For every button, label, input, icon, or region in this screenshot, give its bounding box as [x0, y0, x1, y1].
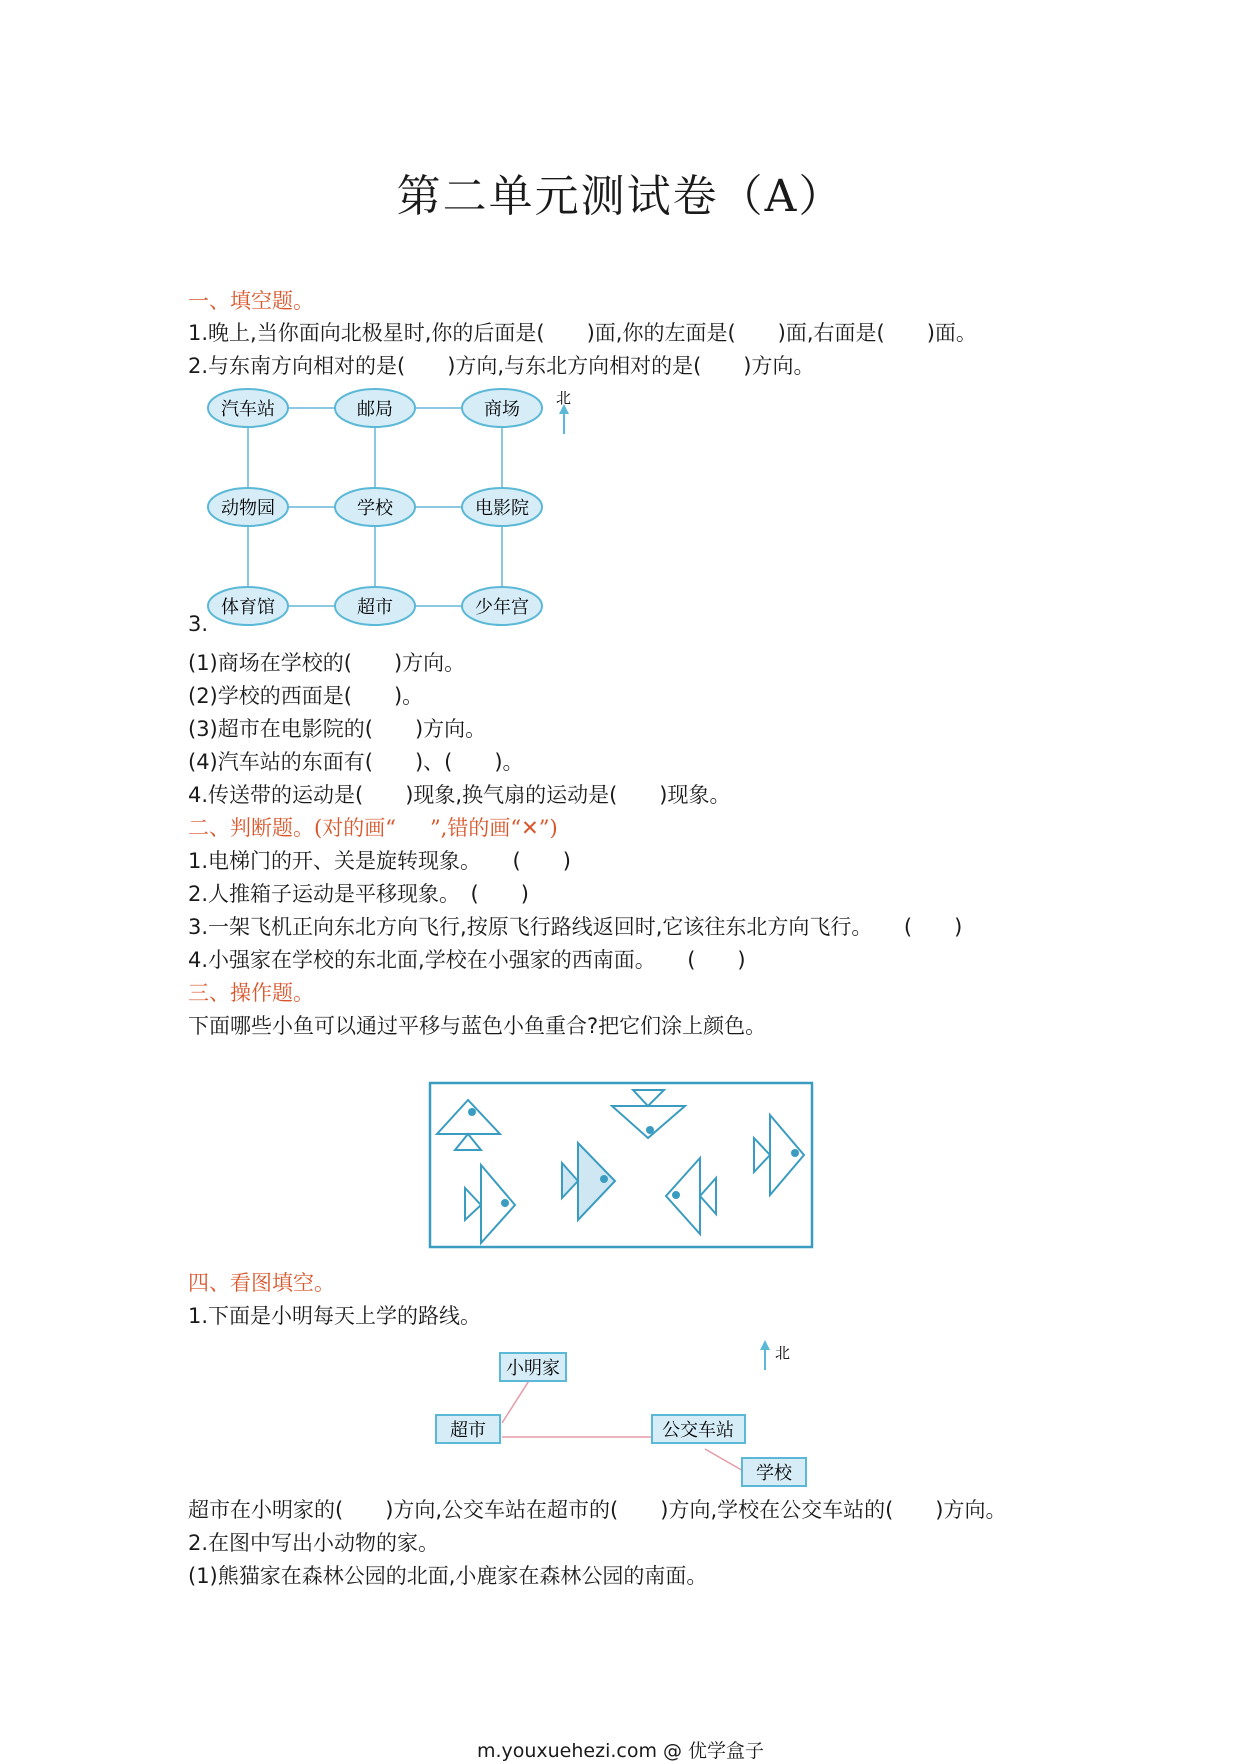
- question-4-2: 2.在图中写出小动物的家。: [188, 1531, 440, 1555]
- map1-north-label: 北: [556, 389, 572, 407]
- north-arrow-icon: [760, 1340, 770, 1370]
- section2-prefix: 二、判断题。(对的画“: [188, 816, 396, 840]
- cross-mark-icon: ✕: [521, 816, 539, 840]
- page-title: 第二单元测试卷（A）: [396, 171, 845, 222]
- question-2-2: 2.人推箱子运动是平移现象。 ( ): [188, 882, 529, 906]
- svg-text:商场: 商场: [484, 399, 520, 420]
- svg-text:学校: 学校: [357, 498, 393, 519]
- question-1-3-3: (3)超市在电影院的( )方向。: [188, 717, 487, 741]
- svg-text:小明家: 小明家: [506, 1358, 560, 1379]
- section-heading-fill-from-picture: 四、看图填空。: [188, 1271, 335, 1295]
- svg-text:少年宫: 少年宫: [475, 597, 529, 618]
- footer-watermark: m.youxuehezi.com @ 优学盒子: [476, 1740, 765, 1762]
- question-1-4: 4.传送带的运动是( )现象,换气扇的运动是( )现象。: [188, 783, 731, 807]
- question-4-1-answer: 超市在小明家的( )方向,公交车站在超市的( )方向,学校在公交车站的( )方向。: [188, 1498, 1007, 1522]
- svg-text:动物园: 动物园: [221, 498, 275, 519]
- map2-north-label: 北: [775, 1344, 791, 1362]
- question-1-3-number: 3.: [188, 612, 209, 636]
- question-1-3-2: (2)学校的西面是( )。: [188, 684, 424, 708]
- route-node-school: [742, 1458, 806, 1486]
- question-3-text: 下面哪些小鱼可以通过平移与蓝色小鱼重合?把它们涂上颜色。: [188, 1014, 767, 1038]
- question-1-3-1: (1)商场在学校的( )方向。: [188, 651, 466, 675]
- section-heading-operation: 三、操作题。: [188, 981, 314, 1005]
- question-1-3-4: (4)汽车站的东面有( )、( )。: [188, 750, 524, 774]
- question-2-1: 1.电梯门的开、关是旋转现象。 ( ): [188, 849, 571, 873]
- svg-text:学校: 学校: [756, 1463, 792, 1484]
- question-4-2-1: (1)熊猫家在森林公园的北面,小鹿家在森林公园的南面。: [188, 1564, 708, 1588]
- svg-text:汽车站: 汽车站: [221, 399, 275, 420]
- svg-text:超市: 超市: [450, 1420, 486, 1441]
- question-1-2: 2.与东南方向相对的是( )方向,与东北方向相对的是( )方向。: [188, 354, 815, 378]
- section2-suffix: ”): [538, 816, 558, 840]
- route-node-bus-stop: [652, 1415, 745, 1443]
- question-2-3: 3.一架飞机正向东北方向飞行,按原飞行路线返回时,它该往东北方向飞行。 ( ): [188, 915, 963, 939]
- question-1-1: 1.晚上,当你面向北极星时,你的后面是( )面,你的左面是( )面,右面是( )面。: [188, 321, 977, 345]
- svg-text:电影院: 电影院: [475, 498, 529, 519]
- route-node-xiaoming-home: [500, 1353, 566, 1381]
- svg-text:体育馆: 体育馆: [221, 597, 275, 618]
- section2-mid: ”,错的画“: [429, 816, 522, 840]
- svg-text:邮局: 邮局: [357, 399, 393, 420]
- svg-text:公交车站: 公交车站: [662, 1420, 734, 1441]
- question-2-4: 4.小强家在学校的东北面,学校在小强家的西南面。 ( ): [188, 948, 746, 972]
- svg-text:超市: 超市: [357, 597, 393, 618]
- question-4-1: 1.下面是小明每天上学的路线。: [188, 1304, 482, 1328]
- section-heading-fill-blank: 一、填空题。: [188, 289, 314, 313]
- route-node-supermarket: [436, 1415, 500, 1443]
